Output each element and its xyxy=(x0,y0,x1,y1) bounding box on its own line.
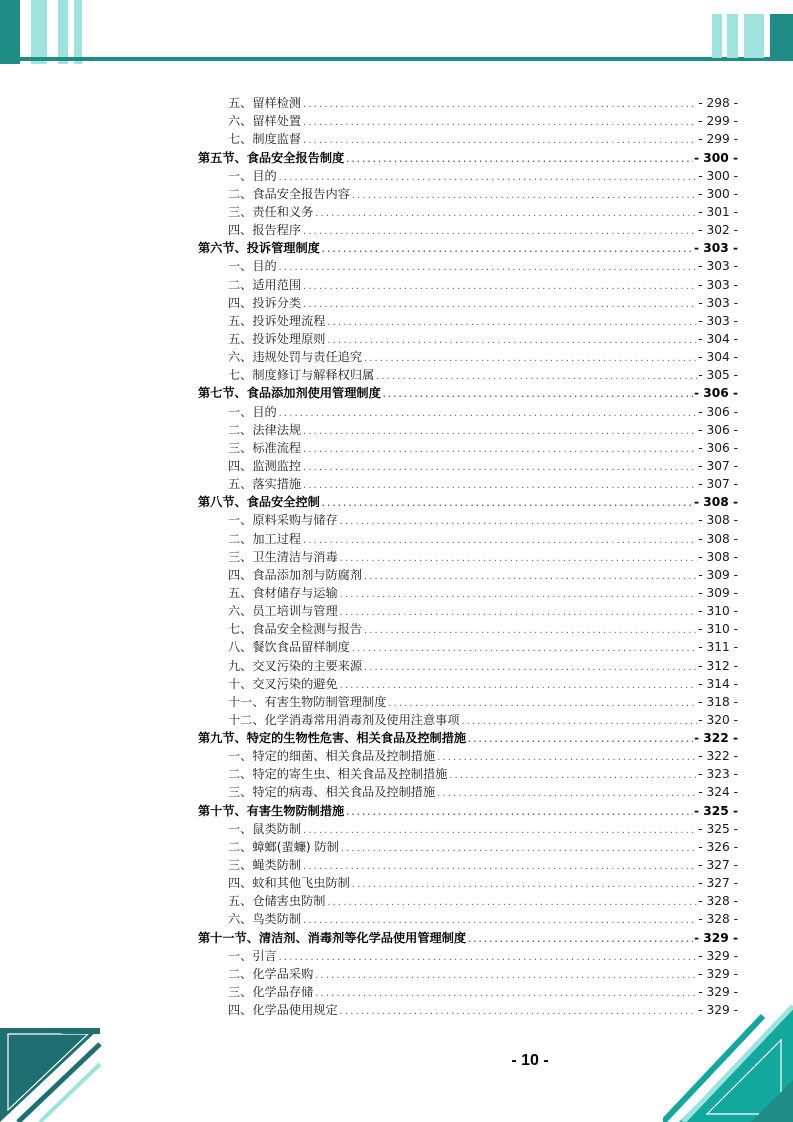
toc-entry-label: 第十节、有害生物防制措施 xyxy=(198,803,345,818)
toc-dot-leader xyxy=(314,207,697,221)
toc-entry-label: 五、落实措施 xyxy=(228,477,302,492)
toc-entry-row[interactable] xyxy=(198,838,738,856)
toc-entry-row[interactable] xyxy=(198,475,738,493)
toc-entry-label: 九、交叉污染的主要来源 xyxy=(228,658,363,673)
toc-entry-label: 第九节、特定的生物性危害、相关食品及控制措施 xyxy=(198,731,467,746)
toc-dot-leader xyxy=(363,352,697,366)
toc-dot-leader xyxy=(302,479,697,493)
toc-entry-label: 四、食品添加剂与防腐剂 xyxy=(228,567,363,582)
toc-entry-row[interactable] xyxy=(198,330,738,348)
toc-entry-row[interactable] xyxy=(198,439,738,457)
toc-dot-leader xyxy=(467,733,693,747)
toc-entry-label: 六、留样处置 xyxy=(228,114,302,129)
toc-page-number: - 329 - xyxy=(698,948,738,963)
toc-section-row[interactable] xyxy=(198,801,738,819)
toc-dot-leader xyxy=(302,914,697,928)
toc-entry-row[interactable] xyxy=(198,783,738,801)
toc-page-number: - 314 - xyxy=(698,676,738,691)
toc-page-number: - 327 - xyxy=(698,858,738,873)
header-bar-light-left-2 xyxy=(58,0,68,64)
toc-dot-leader xyxy=(339,515,698,529)
toc-page-number: - 299 - xyxy=(698,114,738,129)
toc-entry-label: 三、责任和义务 xyxy=(228,204,314,219)
toc-page-number: - 326 - xyxy=(698,839,738,854)
toc-section-row[interactable] xyxy=(198,928,738,946)
toc-page-number: - 301 - xyxy=(698,204,738,219)
toc-entry-label: 七、制度监督 xyxy=(228,132,302,147)
toc-dot-leader xyxy=(302,116,697,130)
toc-entry-label: 第十一节、清洁剂、消毒剂等化学品使用管理制度 xyxy=(198,930,467,945)
toc-page-number: - 300 - xyxy=(693,150,738,165)
toc-page-number: - 329 - xyxy=(698,966,738,981)
toc-page-number: - 306 - xyxy=(698,440,738,455)
corner-decoration-bottom-left xyxy=(0,1020,110,1122)
toc-page-number: - 328 - xyxy=(698,912,738,927)
toc-page-number: - 303 - xyxy=(698,277,738,292)
toc-page-number: - 324 - xyxy=(698,785,738,800)
toc-entry-label: 一、目的 xyxy=(228,404,277,419)
toc-page-number: - 298 - xyxy=(698,96,738,111)
toc-page-number: - 306 - xyxy=(698,422,738,437)
toc-entry-label: 三、化学品存储 xyxy=(228,985,314,1000)
toc-entry-row[interactable] xyxy=(198,548,738,566)
toc-entry-row[interactable] xyxy=(198,566,738,584)
toc-page-number: - 312 - xyxy=(698,658,738,673)
toc-dot-leader xyxy=(302,98,697,112)
toc-entry-row[interactable] xyxy=(198,1001,738,1019)
toc-entry-row[interactable] xyxy=(198,529,738,547)
toc-dot-leader xyxy=(339,588,698,602)
toc-page-number: - 327 - xyxy=(698,876,738,891)
toc-page-number: - 305 - xyxy=(698,368,738,383)
toc-entry-label: 七、制度修订与解释权归属 xyxy=(228,368,375,383)
toc-dot-leader xyxy=(351,642,697,656)
toc-entry-label: 六、员工培训与管理 xyxy=(228,604,338,619)
toc-page-number: - 300 - xyxy=(698,168,738,183)
toc-dot-leader xyxy=(302,534,697,548)
toc-entry-row[interactable] xyxy=(198,112,738,130)
toc-page-number: - 329 - xyxy=(698,1003,738,1018)
toc-entry-row[interactable] xyxy=(198,185,738,203)
toc-entry-row[interactable] xyxy=(198,874,738,892)
toc-page-number: - 325 - xyxy=(693,803,738,818)
toc-dot-leader xyxy=(448,769,697,783)
toc-dot-leader xyxy=(321,243,693,257)
header-bar-light-left-3 xyxy=(74,0,82,64)
toc-page-number: - 303 - xyxy=(698,313,738,328)
toc-entry-row[interactable] xyxy=(198,856,738,874)
toc-dot-leader xyxy=(387,697,697,711)
toc-entry-label: 六、鸟类防制 xyxy=(228,912,302,927)
toc-entry-row[interactable] xyxy=(198,965,738,983)
toc-entry-label: 第五节、食品安全报告制度 xyxy=(198,150,345,165)
toc-entry-label: 二、化学品采购 xyxy=(228,966,314,981)
toc-entry-label: 三、蝇类防制 xyxy=(228,858,302,873)
table-of-contents xyxy=(198,94,738,1019)
toc-dot-leader xyxy=(327,896,698,910)
toc-entry-label: 一、特定的细菌、相关食品及控制措施 xyxy=(228,749,436,764)
toc-entry-row[interactable] xyxy=(198,947,738,965)
toc-section-row[interactable] xyxy=(198,384,738,402)
toc-page-number: - 320 - xyxy=(698,712,738,727)
toc-entry-row[interactable] xyxy=(198,910,738,928)
toc-entry-row[interactable] xyxy=(198,275,738,293)
toc-page-number: - 328 - xyxy=(698,894,738,909)
toc-dot-leader xyxy=(363,661,697,675)
toc-page-number: - 308 - xyxy=(698,513,738,528)
toc-entry-label: 一、引言 xyxy=(228,948,277,963)
toc-entry-row[interactable] xyxy=(198,348,738,366)
toc-entry-label: 四、监测监控 xyxy=(228,458,302,473)
toc-entry-label: 七、食品安全检测与报告 xyxy=(228,622,363,637)
toc-entry-row[interactable] xyxy=(198,130,738,148)
toc-page-number: - 304 - xyxy=(698,350,738,365)
toc-dot-leader xyxy=(375,370,697,384)
header-bar-light-right-1 xyxy=(712,14,722,58)
toc-entry-label: 一、原料采购与储存 xyxy=(228,513,338,528)
toc-entry-row[interactable] xyxy=(198,294,738,312)
toc-page-number: - 308 - xyxy=(698,549,738,564)
toc-dot-leader xyxy=(339,606,698,620)
toc-dot-leader xyxy=(278,407,697,421)
toc-dot-leader xyxy=(340,842,697,856)
toc-entry-label: 第七节、食品添加剂使用管理制度 xyxy=(198,386,381,401)
toc-dot-leader xyxy=(363,624,697,638)
toc-entry-label: 二、加工过程 xyxy=(228,531,302,546)
toc-entry-label: 五、投诉处理流程 xyxy=(228,313,326,328)
toc-dot-leader xyxy=(327,316,698,330)
toc-page-number: - 308 - xyxy=(693,495,738,510)
toc-section-row[interactable] xyxy=(198,729,738,747)
toc-dot-leader xyxy=(302,860,697,874)
toc-entry-label: 四、报告程序 xyxy=(228,223,302,238)
toc-entry-row[interactable] xyxy=(198,457,738,475)
toc-dot-leader xyxy=(467,933,693,947)
toc-entry-row[interactable] xyxy=(198,94,738,112)
toc-entry-row[interactable] xyxy=(198,747,738,765)
toc-page-number: - 303 - xyxy=(698,295,738,310)
toc-entry-label: 三、卫生清洁与消毒 xyxy=(228,549,338,564)
toc-dot-leader xyxy=(351,878,697,892)
toc-dot-leader xyxy=(327,334,698,348)
toc-page-number: - 318 - xyxy=(698,694,738,709)
toc-entry-row[interactable] xyxy=(198,892,738,910)
toc-page-number: - 302 - xyxy=(698,223,738,238)
toc-entry-row[interactable] xyxy=(198,638,738,656)
toc-dot-leader xyxy=(302,425,697,439)
toc-dot-leader xyxy=(436,787,697,801)
toc-entry-label: 第六节、投诉管理制度 xyxy=(198,241,320,256)
toc-entry-row[interactable] xyxy=(198,312,738,330)
toc-entry-label: 四、投诉分类 xyxy=(228,295,302,310)
toc-section-row[interactable] xyxy=(198,493,738,511)
toc-page-number: - 300 - xyxy=(698,186,738,201)
toc-entry-label: 三、特定的病毒、相关食品及控制措施 xyxy=(228,785,436,800)
toc-entry-label: 第八节、食品安全控制 xyxy=(198,495,320,510)
toc-entry-label: 二、法律法规 xyxy=(228,422,302,437)
toc-dot-leader xyxy=(314,969,697,983)
toc-entry-label: 十一、有害生物防制管理制度 xyxy=(228,694,387,709)
toc-entry-row[interactable] xyxy=(198,602,738,620)
toc-dot-leader xyxy=(436,751,697,765)
toc-page-number: - 309 - xyxy=(698,585,738,600)
toc-entry-row[interactable] xyxy=(198,203,738,221)
toc-dot-leader xyxy=(302,134,697,148)
toc-entry-label: 二、食品安全报告内容 xyxy=(228,186,350,201)
toc-dot-leader xyxy=(339,679,698,693)
toc-page-number: - 307 - xyxy=(698,458,738,473)
header-bar-light-right-2 xyxy=(727,14,738,58)
toc-entry-row[interactable] xyxy=(198,221,738,239)
toc-entry-label: 六、违规处罚与责任追究 xyxy=(228,350,363,365)
toc-dot-leader xyxy=(321,497,693,511)
toc-page-number: - 299 - xyxy=(698,132,738,147)
toc-entry-label: 一、目的 xyxy=(228,168,277,183)
toc-entry-label: 一、鼠类防制 xyxy=(228,821,302,836)
toc-page-number: - 303 - xyxy=(693,241,738,256)
toc-page-number: - 308 - xyxy=(698,531,738,546)
toc-page-number: - 329 - xyxy=(698,985,738,1000)
page-number: - 10 - xyxy=(511,1052,549,1069)
toc-dot-leader xyxy=(278,171,697,185)
toc-entry-row[interactable] xyxy=(198,167,738,185)
corner-decoration-bottom-right xyxy=(663,988,793,1122)
toc-entry-label: 十二、化学消毒常用消毒剂及使用注意事项 xyxy=(228,712,460,727)
header-bar-light-left-1 xyxy=(31,0,47,64)
toc-page-number: - 310 - xyxy=(698,622,738,637)
toc-entry-label: 八、餐饮食品留样制度 xyxy=(228,640,350,655)
header-rule xyxy=(0,57,793,61)
toc-dot-leader xyxy=(302,443,697,457)
toc-dot-leader xyxy=(302,298,697,312)
toc-section-row[interactable] xyxy=(198,239,738,257)
toc-dot-leader xyxy=(278,951,697,965)
toc-page-number: - 325 - xyxy=(698,821,738,836)
toc-entry-row[interactable] xyxy=(198,584,738,602)
toc-page-number: - 306 - xyxy=(698,404,738,419)
toc-dot-leader xyxy=(339,552,698,566)
toc-entry-row[interactable] xyxy=(198,257,738,275)
toc-entry-label: 四、化学品使用规定 xyxy=(228,1003,338,1018)
toc-entry-row[interactable] xyxy=(198,693,738,711)
toc-entry-label: 五、仓储害虫防制 xyxy=(228,894,326,909)
toc-page-number: - 303 - xyxy=(698,259,738,274)
toc-entry-row[interactable] xyxy=(198,511,738,529)
toc-page-number: - 306 - xyxy=(693,386,738,401)
toc-page-number: - 322 - xyxy=(698,749,738,764)
toc-dot-leader xyxy=(302,280,697,294)
toc-entry-label: 二、特定的寄生虫、相关食品及控制措施 xyxy=(228,767,448,782)
toc-entry-row[interactable] xyxy=(198,765,738,783)
toc-entry-row[interactable] xyxy=(198,656,738,674)
toc-entry-label: 二、适用范围 xyxy=(228,277,302,292)
toc-entry-label: 五、留样检测 xyxy=(228,96,302,111)
toc-dot-leader xyxy=(314,987,697,1001)
toc-entry-label: 一、目的 xyxy=(228,259,277,274)
header-bar-light-right-3 xyxy=(744,14,764,58)
toc-entry-row[interactable] xyxy=(198,983,738,1001)
toc-dot-leader xyxy=(302,225,697,239)
toc-entry-row[interactable] xyxy=(198,402,738,420)
toc-entry-row[interactable] xyxy=(198,366,738,384)
toc-page-number: - 304 - xyxy=(698,331,738,346)
toc-page-number: - 310 - xyxy=(698,604,738,619)
toc-entry-row[interactable] xyxy=(198,820,738,838)
toc-dot-leader xyxy=(339,1005,698,1019)
toc-page-number: - 311 - xyxy=(698,640,738,655)
toc-entry-label: 五、投诉处理原则 xyxy=(228,331,326,346)
toc-dot-leader xyxy=(461,715,698,729)
toc-dot-leader xyxy=(302,461,697,475)
toc-page-number: - 307 - xyxy=(698,477,738,492)
toc-page-number: - 323 - xyxy=(698,767,738,782)
toc-entry-label: 四、蚊和其他飞虫防制 xyxy=(228,876,350,891)
toc-entry-row[interactable] xyxy=(198,421,738,439)
toc-dot-leader xyxy=(278,261,697,275)
toc-entry-label: 十、交叉污染的避免 xyxy=(228,676,338,691)
toc-entry-row[interactable] xyxy=(198,620,738,638)
toc-page-number: - 329 - xyxy=(693,930,738,945)
toc-dot-leader xyxy=(363,570,697,584)
toc-entry-row[interactable] xyxy=(198,711,738,729)
toc-entry-label: 三、标准流程 xyxy=(228,440,302,455)
header-bar-dark-right xyxy=(770,14,793,58)
header-bar-dark-left xyxy=(0,0,20,64)
toc-dot-leader xyxy=(302,824,697,838)
toc-page-number: - 322 - xyxy=(693,731,738,746)
toc-section-row[interactable] xyxy=(198,148,738,166)
toc-entry-label: 五、食材储存与运输 xyxy=(228,585,338,600)
toc-dot-leader xyxy=(345,153,693,167)
toc-entry-label: 二、蟑螂(蜚蠊) 防制 xyxy=(228,839,339,854)
toc-dot-leader xyxy=(351,189,697,203)
toc-page-number: - 309 - xyxy=(698,567,738,582)
toc-dot-leader xyxy=(382,388,693,402)
toc-entry-row[interactable] xyxy=(198,675,738,693)
toc-dot-leader xyxy=(345,806,693,820)
